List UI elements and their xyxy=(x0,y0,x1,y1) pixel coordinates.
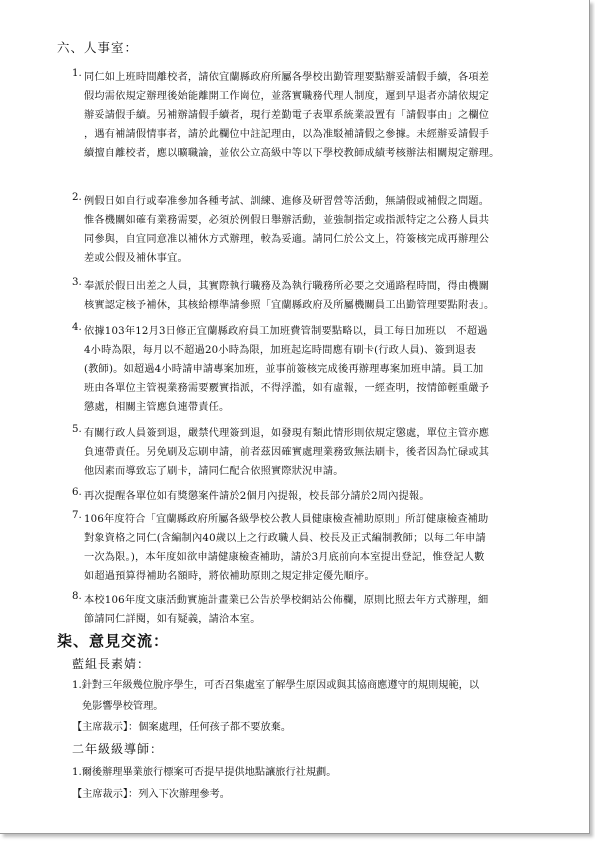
item-7-line: 106年度符合「宜蘭縣政府所屬各級學校公教人員健康檢查補助原則」所訂健康檢查補助 xyxy=(84,514,489,525)
item-6-line: 再次提醒各單位如有獎懲案件請於2個月內提報，校長部分請於2周內提報。 xyxy=(84,491,430,502)
item-1-line: 辦妥請假手續。另補辦請假手續者，現行差勤電子表單系統業設置有「請假事由」之欄位 xyxy=(84,110,490,121)
item-5-line: 有關行政人員簽到退，嚴禁代理簽到退，如發現有類此情形則依規定懲處，單位主管亦應 xyxy=(84,428,490,439)
section-heading-opinions: 柒、意見交流： xyxy=(57,632,170,650)
item-1-line: 同仁如上班時間離校者，請依宜蘭縣政府所屬各學校出勤管理要點辦妥請假手續，各項差 xyxy=(84,72,490,83)
item-1-line: 假均需依規定辦理後始能離開工作崗位，並落實職務代理人制度，遲到早退者亦請依規定 xyxy=(84,91,490,102)
item-3-line: 奉派於假日出差之人員，其實際執行職務及為執行職務所必要之交通路程時間，得由機關 xyxy=(84,281,490,292)
item-7-line: 如超過預算得補助名額時，將依補助原則之規定排定優先順序。 xyxy=(84,571,375,582)
item-4-line: 懲處，相關主管應負連帶責任。 xyxy=(84,402,230,413)
item-1-line: ，遇有補請假情事者，請於此欄位中註記理由，以為准駁補請假之參據。未經辦妥請假手 xyxy=(84,129,490,140)
opinion-2-line-1: 1.爾後辦理畢業旅行標案可否提早提供地點讓旅行社規劃。 xyxy=(72,767,337,778)
section-heading-personnel: 六、人事室： xyxy=(57,40,139,55)
item-number: 4. xyxy=(72,322,82,333)
item-number: 6. xyxy=(72,487,82,498)
speaker-grade2-tutors: 二年級級導師： xyxy=(72,742,164,756)
item-number: 2. xyxy=(72,192,82,203)
item-1-line: 續擅自離校者，應以曠職論，並依公立高級中等以下學校教師成績考核辦法相關規定辦理。 xyxy=(84,148,500,159)
item-4-line: (教師)。如超過4小時請申請專案加班，並事前簽核完成後再辦理專案加班申請。員工加 xyxy=(84,364,484,375)
opinion-1-line-1: 1.針對三年級幾位脫序學生，可否召集處室了解學生原因或與其協商應遵守的規則規範，以 xyxy=(72,680,480,691)
item-4-line: 4小時為限，每月以不超過20小時為限，加班起迄時間應有刷卡(行政人員)、簽到退表 xyxy=(84,345,476,356)
item-number: 7. xyxy=(72,510,82,521)
item-number: 5. xyxy=(72,424,82,435)
chair-ruling-text: ：列入下次辦理參考。 xyxy=(128,789,230,800)
item-4-line: 班由各單位主管視業務需要覈實指派，不得浮濫，如有虛報，一經查明，按情節輕重嚴予 xyxy=(84,383,490,394)
item-2-line: 惟各機關如確有業務需要，必須於例假日舉辦活動，並強制指定或指派特定之公務人員共 xyxy=(84,215,490,226)
item-7-line: 一次為限。)，本年度如欲申請健康檢查補助，請於3月底前向本室提出登記，惟登記人數 xyxy=(84,552,485,563)
item-number: 1. xyxy=(72,68,82,79)
chair-ruling-tag: 【主席裁示】 xyxy=(72,722,129,733)
chair-ruling-tag: 【主席裁示】 xyxy=(72,789,129,800)
item-2-line: 例假日如自行或奉准參加各種考試、訓練、進修及研習營等活動，無請假或補假之問題。 xyxy=(84,196,490,207)
chair-ruling-text: ：個案處理，任何孩子都不要放棄。 xyxy=(128,722,292,733)
item-2-line: 同參與，自宜同意准以補休方式辦理，較為妥適。請同仁於公文上，符簽核完成再辦理公 xyxy=(84,234,490,245)
item-number: 3. xyxy=(72,277,82,288)
item-8-line: 本校106年度文康活動實施計畫業已公告於學校網站公佈欄，原則比照去年方式辦理，細 xyxy=(84,595,489,606)
item-8-line: 節請同仁詳閱，如有疑義，請洽本室。 xyxy=(84,614,261,625)
speaker-lan: 藍組長素婧： xyxy=(72,657,151,671)
item-2-line: 差或公假及補休事宜。 xyxy=(84,253,188,264)
item-number: 8. xyxy=(72,591,82,602)
chair-ruling-2 xyxy=(72,785,230,800)
opinion-1-line-2: 免影響學校管理。 xyxy=(82,701,164,712)
item-5-line: 他因素而導致忘了刷卡，請同仁配合依照實際狀況申請。 xyxy=(84,466,344,477)
item-4-line: 依據103年12月3日修正宜蘭縣政府員工加班費管制要點略以，員工每日加班以 不超過 xyxy=(84,326,488,337)
item-7-line: 對象資格之同仁(含編制內40歲以上之行政職人員、校長及正式編制教師；以每二年申請 xyxy=(84,533,486,544)
chair-ruling-1 xyxy=(72,718,291,733)
item-5-line: 負連帶責任。另免刷及忘刷申請，前者茲因確實處理業務致無法刷卡，後者因為忙碌或其 xyxy=(84,447,490,458)
item-3-line: 核實認定核予補休，其核給標準請參照「宜蘭縣政府及所屬機關員工出勤管理要點附表」。 xyxy=(84,300,495,311)
